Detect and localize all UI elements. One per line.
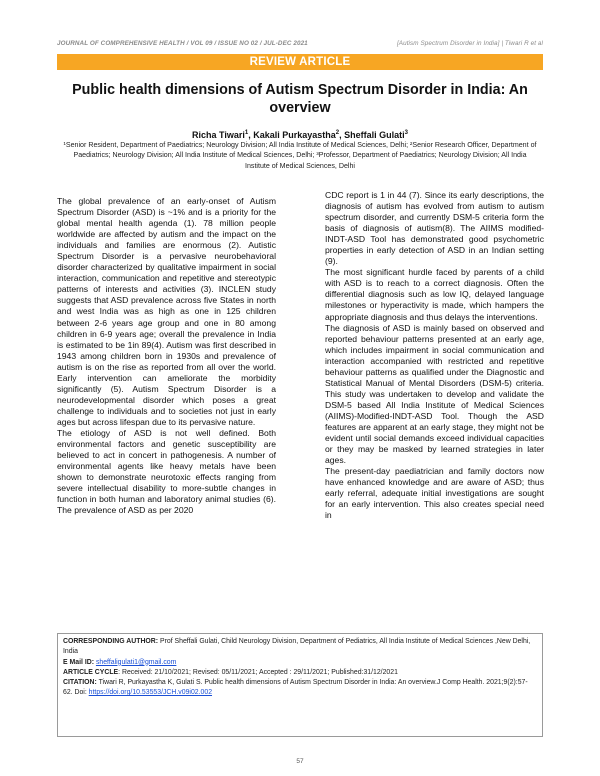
article-cycle-label: ARTICLE CYCLE bbox=[63, 668, 119, 676]
article-title: Public health dimensions of Autism Spectrum Disorder in India: An overview bbox=[72, 82, 528, 116]
corresponding-author-text: Prof Sheffali Gulati, Child Neurology Division, Department of Pediatrics, All India Institute of Medical Sciences ,New Delhi, India bbox=[63, 638, 531, 656]
doi-link[interactable]: https://doi.org/10.53553/JCH.v09i02.002 bbox=[88, 689, 213, 697]
journal-info: JOURNAL OF COMPREHENSIVE HEALTH / VOL 09 / ISSUE NO 02 / JUL-DEC 2021 bbox=[57, 40, 308, 47]
running-title: [Autism Spectrum Disorder in India] | Tiwari R et al bbox=[396, 40, 543, 47]
correspondence-box bbox=[57, 633, 543, 737]
author-name: Sheffali Gulati bbox=[344, 130, 405, 140]
body-paragraph: The etiology of ASD is not well defined. Both environmental factors and genetic susceptibility are believed to act in concert in pathogenesis. A number of environmental agents like heavy metals have been shown to demonstrate neurotoxic effects ranging from severe intellectual disability to more-subtle changes in function in both human and laboratory animal studies (6). The prevalence of ASD as per 2020 bbox=[57, 427, 276, 516]
citation-label: CITATION: bbox=[63, 679, 97, 687]
article-type-banner: REVIEW ARTICLE bbox=[57, 54, 543, 70]
article-cycle bbox=[63, 668, 537, 678]
citation-text: Tiwari R, Purkayastha K, Gulati S. Public health dimensions of Autism Spectrum Disorder in India: An overview.J Comp Health. 2021;9(2):57-62. Doi: bbox=[63, 679, 528, 697]
email-link[interactable]: sheffaligulati1@gmail.com bbox=[95, 658, 177, 666]
corresponding-author-label: CORRESPONDING AUTHOR: bbox=[63, 638, 159, 645]
corresponding-author bbox=[63, 637, 537, 658]
author-affiliation-mark: 1 bbox=[244, 130, 249, 136]
citation bbox=[63, 678, 537, 699]
page-number: 57 bbox=[296, 758, 304, 765]
author-affiliation-mark: 2 bbox=[335, 130, 340, 136]
body-paragraph: The present-day paediatrician and family doctors now have enhanced knowledge and are aware of ASD; thus early referral, adequate initial investigations are sought for an early intervention. This also creates special need in bbox=[325, 466, 544, 521]
body-paragraph: CDC report is 1 in 44 (7). Since its early descriptions, the diagnosis of autism has evolved from autism to autism spectrum disorder, and currently DSM-5 criteria form the basis of diagnosis of autism(8). The AIIMS modified-INDT-ASD Tool has demonstrated good psychometric properties in early detection of ASD in an Indian setting (9). bbox=[325, 190, 544, 267]
author-list: Richa Tiwari$^1$, Kakali Purkayastha$^2$, Sheffali Gulati$^3$ bbox=[192, 130, 408, 140]
body-paragraph: The global prevalence of an early-onset of Autism Spectrum Disorder (ASD) is ~1% and is a priority for the global mental health agenda (1). 78 million people worldwide are affected by autism and the impact on the individuals and families are enormous (2). Autistic Spectrum Disorder is a pervasive neurobehavioral disorder characterized by qualitative impairment in social interaction, communication and repetitive and stereotypic patterns of interests and activities (3). INCLEN study suggests that ASD prevalence across five States in north and west India was as high as one in 125 children between 2-6 years age group and one in 80 among children in 6-9 years age; overall the prevalence in India is estimated to be 1in 89(4). Autism was first described in 1943 among children born in 1930s and prevalence of autism is on the rise as reported from all over the world. Early intervention can ameliorate the morbidity significantly (5). Autism Spectrum Disorder is a neurodevelopmental disorder which poses a great challenge to individuals and to societies not just in early ages but across lifespan due to its pervasive nature. bbox=[57, 196, 276, 427]
author-name: Richa Tiwari bbox=[192, 130, 245, 140]
body-paragraph: The diagnosis of ASD is mainly based on observed and reported behaviour patterns presented at an early age, which includes impairment in social communication and interaction accompanied with restricted and repetitive behaviour patterns as qualified under the Diagnostic and Statistical Manual of Mental Disorders (DSM-5) criteria. This study was undertaken to develop and validate the DSM-5 based All India Institute of Medical Sciences (AIIMS)-Modified-INDT-ASD Tool. Though the ASD features are apparent at an early stage, they might not be evident until social demands exceed individual capacities or they may be masked by learned strategies in later ages. bbox=[325, 322, 544, 466]
author-name: Kakali Purkayastha bbox=[253, 130, 336, 140]
affiliations: ¹Senior Resident, Department of Paediatrics; Neurology Division; All India Institute of Medical Sciences, Delhi; ²Senior Research Officer, Department of Paediatrics; Neurology Division; All India Institute of Medical Sciences, Delhi; ³Professor, Department of Paediatrics; Neurology Division; All India Institute of Medical Sciences, Delhi bbox=[63, 141, 537, 170]
author-affiliation-mark: 3 bbox=[404, 130, 408, 136]
email-line bbox=[63, 658, 537, 668]
body-paragraph: The most significant hurdle faced by parents of a child with ASD is to reach to a correct diagnosis. Often the differential diagnosis such as low IQ, delayed language milestones or hyperactivity is made, which hampers the appropriate diagnosis and thus delays the interventions. bbox=[325, 267, 544, 322]
article-cycle-text: : Received: 21/10/2021; Revised: 05/11/2021; Accepted : 29/11/2021; Published:31/12/2021 bbox=[118, 668, 398, 676]
email-label: E Mail ID: bbox=[63, 658, 95, 666]
journal-header bbox=[57, 40, 543, 52]
body-column-right bbox=[325, 190, 544, 521]
body-column-left bbox=[57, 196, 276, 516]
